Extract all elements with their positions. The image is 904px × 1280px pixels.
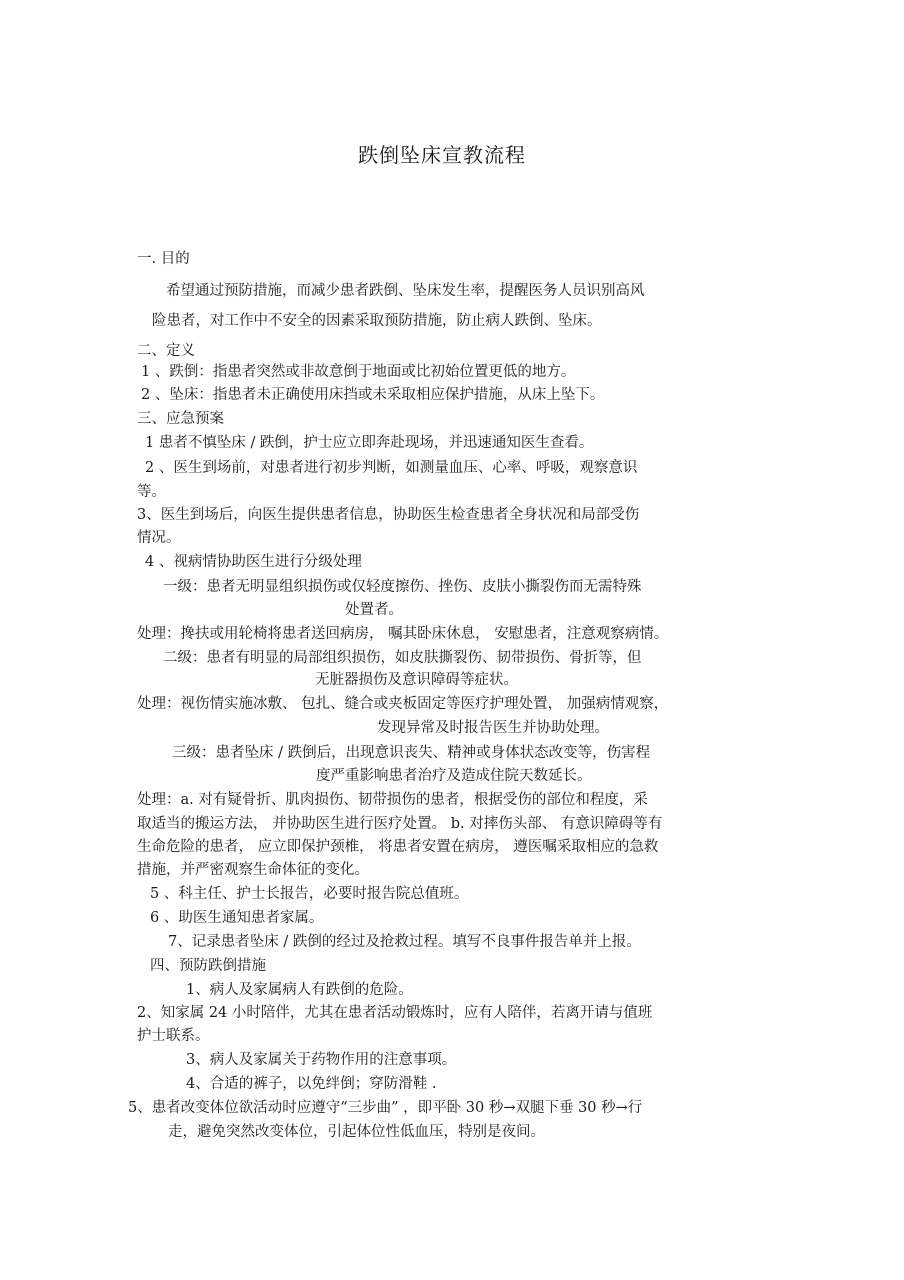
paragraph-line: 情况。: [137, 530, 181, 546]
grade-one-line: 一级：患者无明显组织损伤或仅轻度擦伤、挫伤、皮肤小撕裂伤而无需特殊: [163, 579, 642, 595]
list-item: 3、医生到场后，向医生提供患者信息，协助医生检查患者全身状况和局部受伤: [137, 507, 640, 523]
list-item: 6 、助医生通知患者家属。: [150, 910, 324, 926]
treatment-line: 处理：搀扶或用轮椅将患者送回病房， 嘱其卧床休息， 安慰患者，注意观察病情。: [137, 626, 669, 642]
paragraph-line: 护士联系。: [137, 1028, 210, 1044]
grade-three-line: 三级：患者坠床 / 跌倒后，出现意识丧失、精神或身体状态改变等，伤害程: [172, 745, 651, 761]
grade-two-line: 无脏器损伤及意识障碍等症状。: [315, 672, 518, 688]
section-heading-purpose: 一. 目的: [137, 251, 190, 267]
list-item: 2、知家属 24 小时陪伴，尤其在患者活动锻炼时，应有人陪伴，若离开请与值班: [137, 1005, 653, 1021]
list-item: 5 、科主任、护士长报告，必要时报告院总值班。: [150, 886, 469, 902]
treatment-line: 处理：a. 对有疑骨折、肌肉损伤、韧带损伤的患者，根据受伤的部位和程度，采: [137, 792, 648, 808]
list-item: 1 患者不慎坠床 / 跌倒，护士应立即奔赴现场，并迅速通知医生查看。: [145, 435, 594, 451]
grade-two-line: 二级：患者有明显的局部组织损伤，如皮肤撕裂伤、韧带损伤、骨折等，但: [163, 650, 642, 666]
list-item: 2 、坠床：指患者未正确使用床挡或未采取相应保护措施，从床上坠下。: [141, 387, 605, 403]
list-item: 2 、医生到场前，对患者进行初步判断，如测量血压、心率、呼吸，观察意识: [145, 460, 638, 476]
paragraph-line: 希望通过预防措施，而减少患者跌倒、坠床发生率，提醒医务人员识别高风: [166, 283, 645, 299]
treatment-line: 措施，并严密观察生命体征的变化。: [137, 862, 369, 878]
paragraph-line: 走，避免突然改变体位，引起体位性低血压，特别是夜间。: [168, 1124, 545, 1140]
grade-three-line: 度严重影响患者治疗及造成住院天数延长。: [316, 768, 592, 784]
treatment-line: 生命危险的患者， 应立即保护颈椎， 将患者安置在病房， 遵医嘱采取相应的急救: [137, 839, 659, 855]
list-item: 4 、视病情协助医生进行分级处理: [145, 554, 362, 570]
list-item: 3、病人及家属关于药物作用的注意事项。: [186, 1052, 457, 1068]
section-heading-prevention: 四、预防跌倒措施: [150, 958, 266, 974]
section-heading-definition: 二、定义: [137, 343, 195, 359]
grade-one-line: 处置者。: [345, 602, 403, 618]
paragraph-line: 险患者，对工作中不安全的因素采取预防措施，防止病人跌倒、坠床。: [152, 313, 602, 329]
list-item: 1 、跌倒：指患者突然或非故意倒于地面或比初始位置更低的地方。: [141, 364, 576, 380]
paragraph-line: 等。: [137, 484, 166, 500]
list-item: 1、病人及家属病人有跌倒的危险。: [186, 982, 413, 998]
section-heading-emergency: 三、应急预案: [137, 411, 224, 427]
list-item: 7、记录患者坠床 / 跌倒的经过及抢救过程。填写不良事件报告单并上报。: [168, 934, 641, 950]
treatment-line: 处理：视伤情实施冰敷、 包扎、缝合或夹板固定等医疗护理处置， 加强病情观察，: [137, 696, 669, 712]
document-title: 跌倒坠床宣教流程: [358, 143, 526, 167]
treatment-line: 发现异常及时报告医生并协助处理。: [377, 720, 609, 736]
treatment-line: 取适当的搬运方法， 并协助医生进行医疗处置。 b. 对摔伤头部、 有意识障碍等有: [137, 816, 663, 832]
list-item: 5、患者改变体位欲活动时应遵守“三步曲” ，即平卧 30 秒→双腿下垂 30 秒→行: [128, 1100, 643, 1116]
list-item: 4、合适的裤子，以免绊倒；穿防滑鞋 .: [186, 1076, 437, 1092]
